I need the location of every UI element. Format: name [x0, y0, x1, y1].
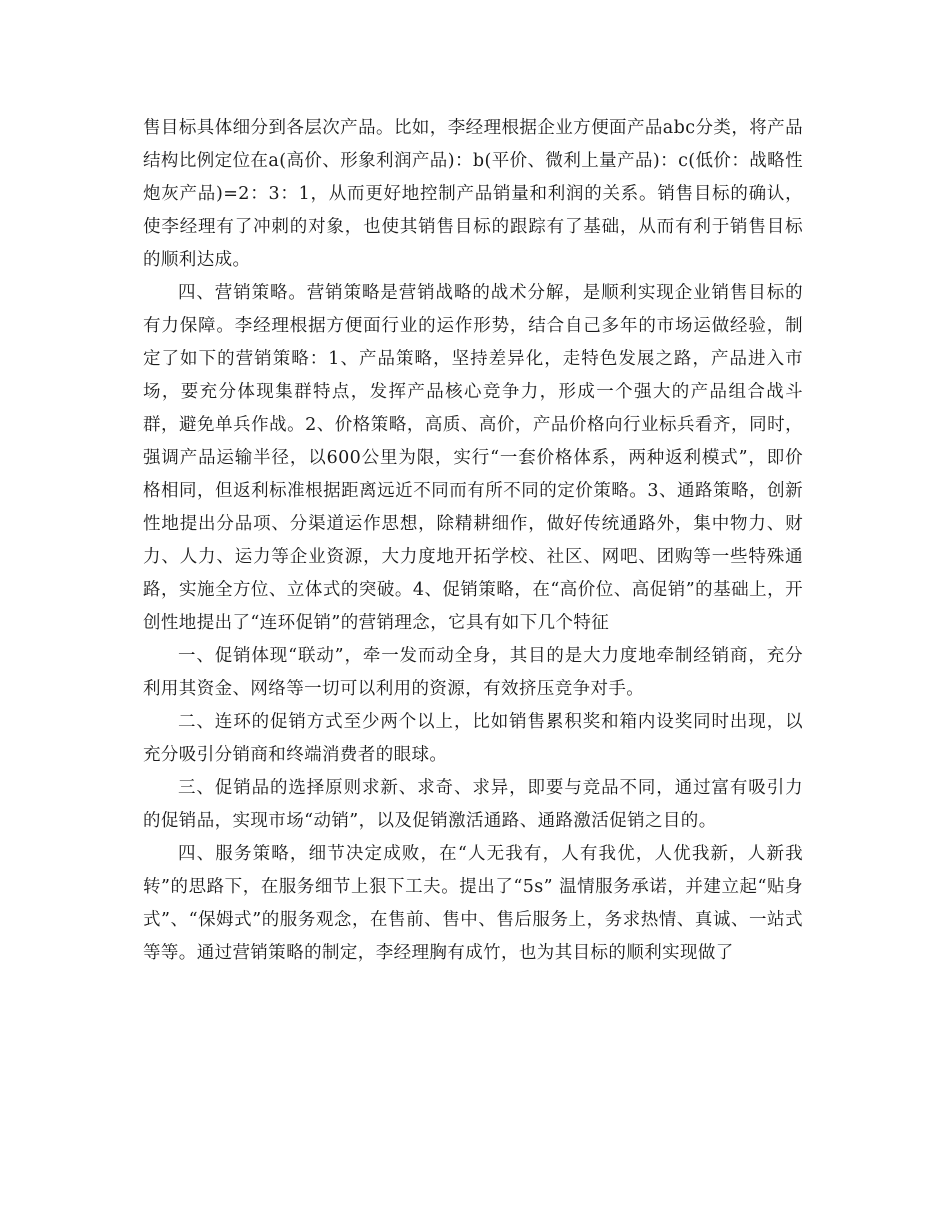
document-body — [143, 112, 803, 970]
paragraph-promotion-items: 三、促销品的选择原则求新、求奇、求异，即要与竞品不同，通过富有吸引力的促销品，实现市场“动销”，以及促销激活通路、通路激活促销之目的。 — [143, 778, 803, 831]
paragraph-promotion-linkage: 一、促销体现“联动”，牵一发而动全身，其目的是大力度地牵制经销商，充分利用其资金、网络等一切可以利用的资源，有效挤压竞争对手。 — [143, 646, 803, 699]
paragraph-service-strategy: 四、服务策略，细节决定成败，在“人无我有，人有我优，人优我新，人新我转”的思路下，在服务细节上狠下工夫。提出了“5s” 温情服务承诺，并建立起“贴身式”、“保姆式”的服务观念，在售前、售中、售后服务上，务求热情、真诚、一站式等等。通过营销策略的制定，李经理胸有成竹，也为其目标的顺利实现做了 — [143, 844, 803, 963]
paragraph-promotion-methods: 二、连环的促销方式至少两个以上，比如销售累积奖和箱内设奖同时出现，以充分吸引分销商和终端消费者的眼球。 — [143, 712, 803, 765]
paragraph-marketing-strategy: 四、营销策略。营销策略是营销战略的战术分解，是顺利实现企业销售目标的有力保障。李经理根据方便面行业的运作形势，结合自己多年的市场运做经验，制定了如下的营销策略：1、产品策略，坚持差异化，走特色发展之路，产品进入市场，要充分体现集群特点，发挥产品核心竞争力，形成一个强大的产品组合战斗群，避免单兵作战。2、价格策略，高质、高价，产品价格向行业标兵看齐，同时，强调产品运输半径，以600公里为限，实行“一套价格体系，两种返利模式”，即价格相同，但返利标准根据距离远近不同而有所不同的定价策略。3、通路策略，创新性地提出分品项、分渠道运作思想，除精耕细作，做好传统通路外，集中物力、财力、人力、运力等企业资源，大力度地开拓学校、社区、网吧、团购等一些特殊通路，实施全方位、立体式的突破。4、促销策略，在“高价位、高促销”的基础上，开创性地提出了“连环促销”的营销理念，它具有如下几个特征 — [143, 283, 803, 633]
paragraph-sales-target: 售目标具体细分到各层次产品。比如，李经理根据企业方便面产品abc分类，将产品结构比例定位在a(高价、形象利润产品)：b(平价、微利上量产品)：c(低价：战略性炮灰产品)=2：3：1，从而更好地控制产品销量和利润的关系。销售目标的确认，使李经理有了冲刺的对象，也使其销售目标的跟踪有了基础，从而有利于销售目标的顺利达成。 — [143, 118, 803, 270]
